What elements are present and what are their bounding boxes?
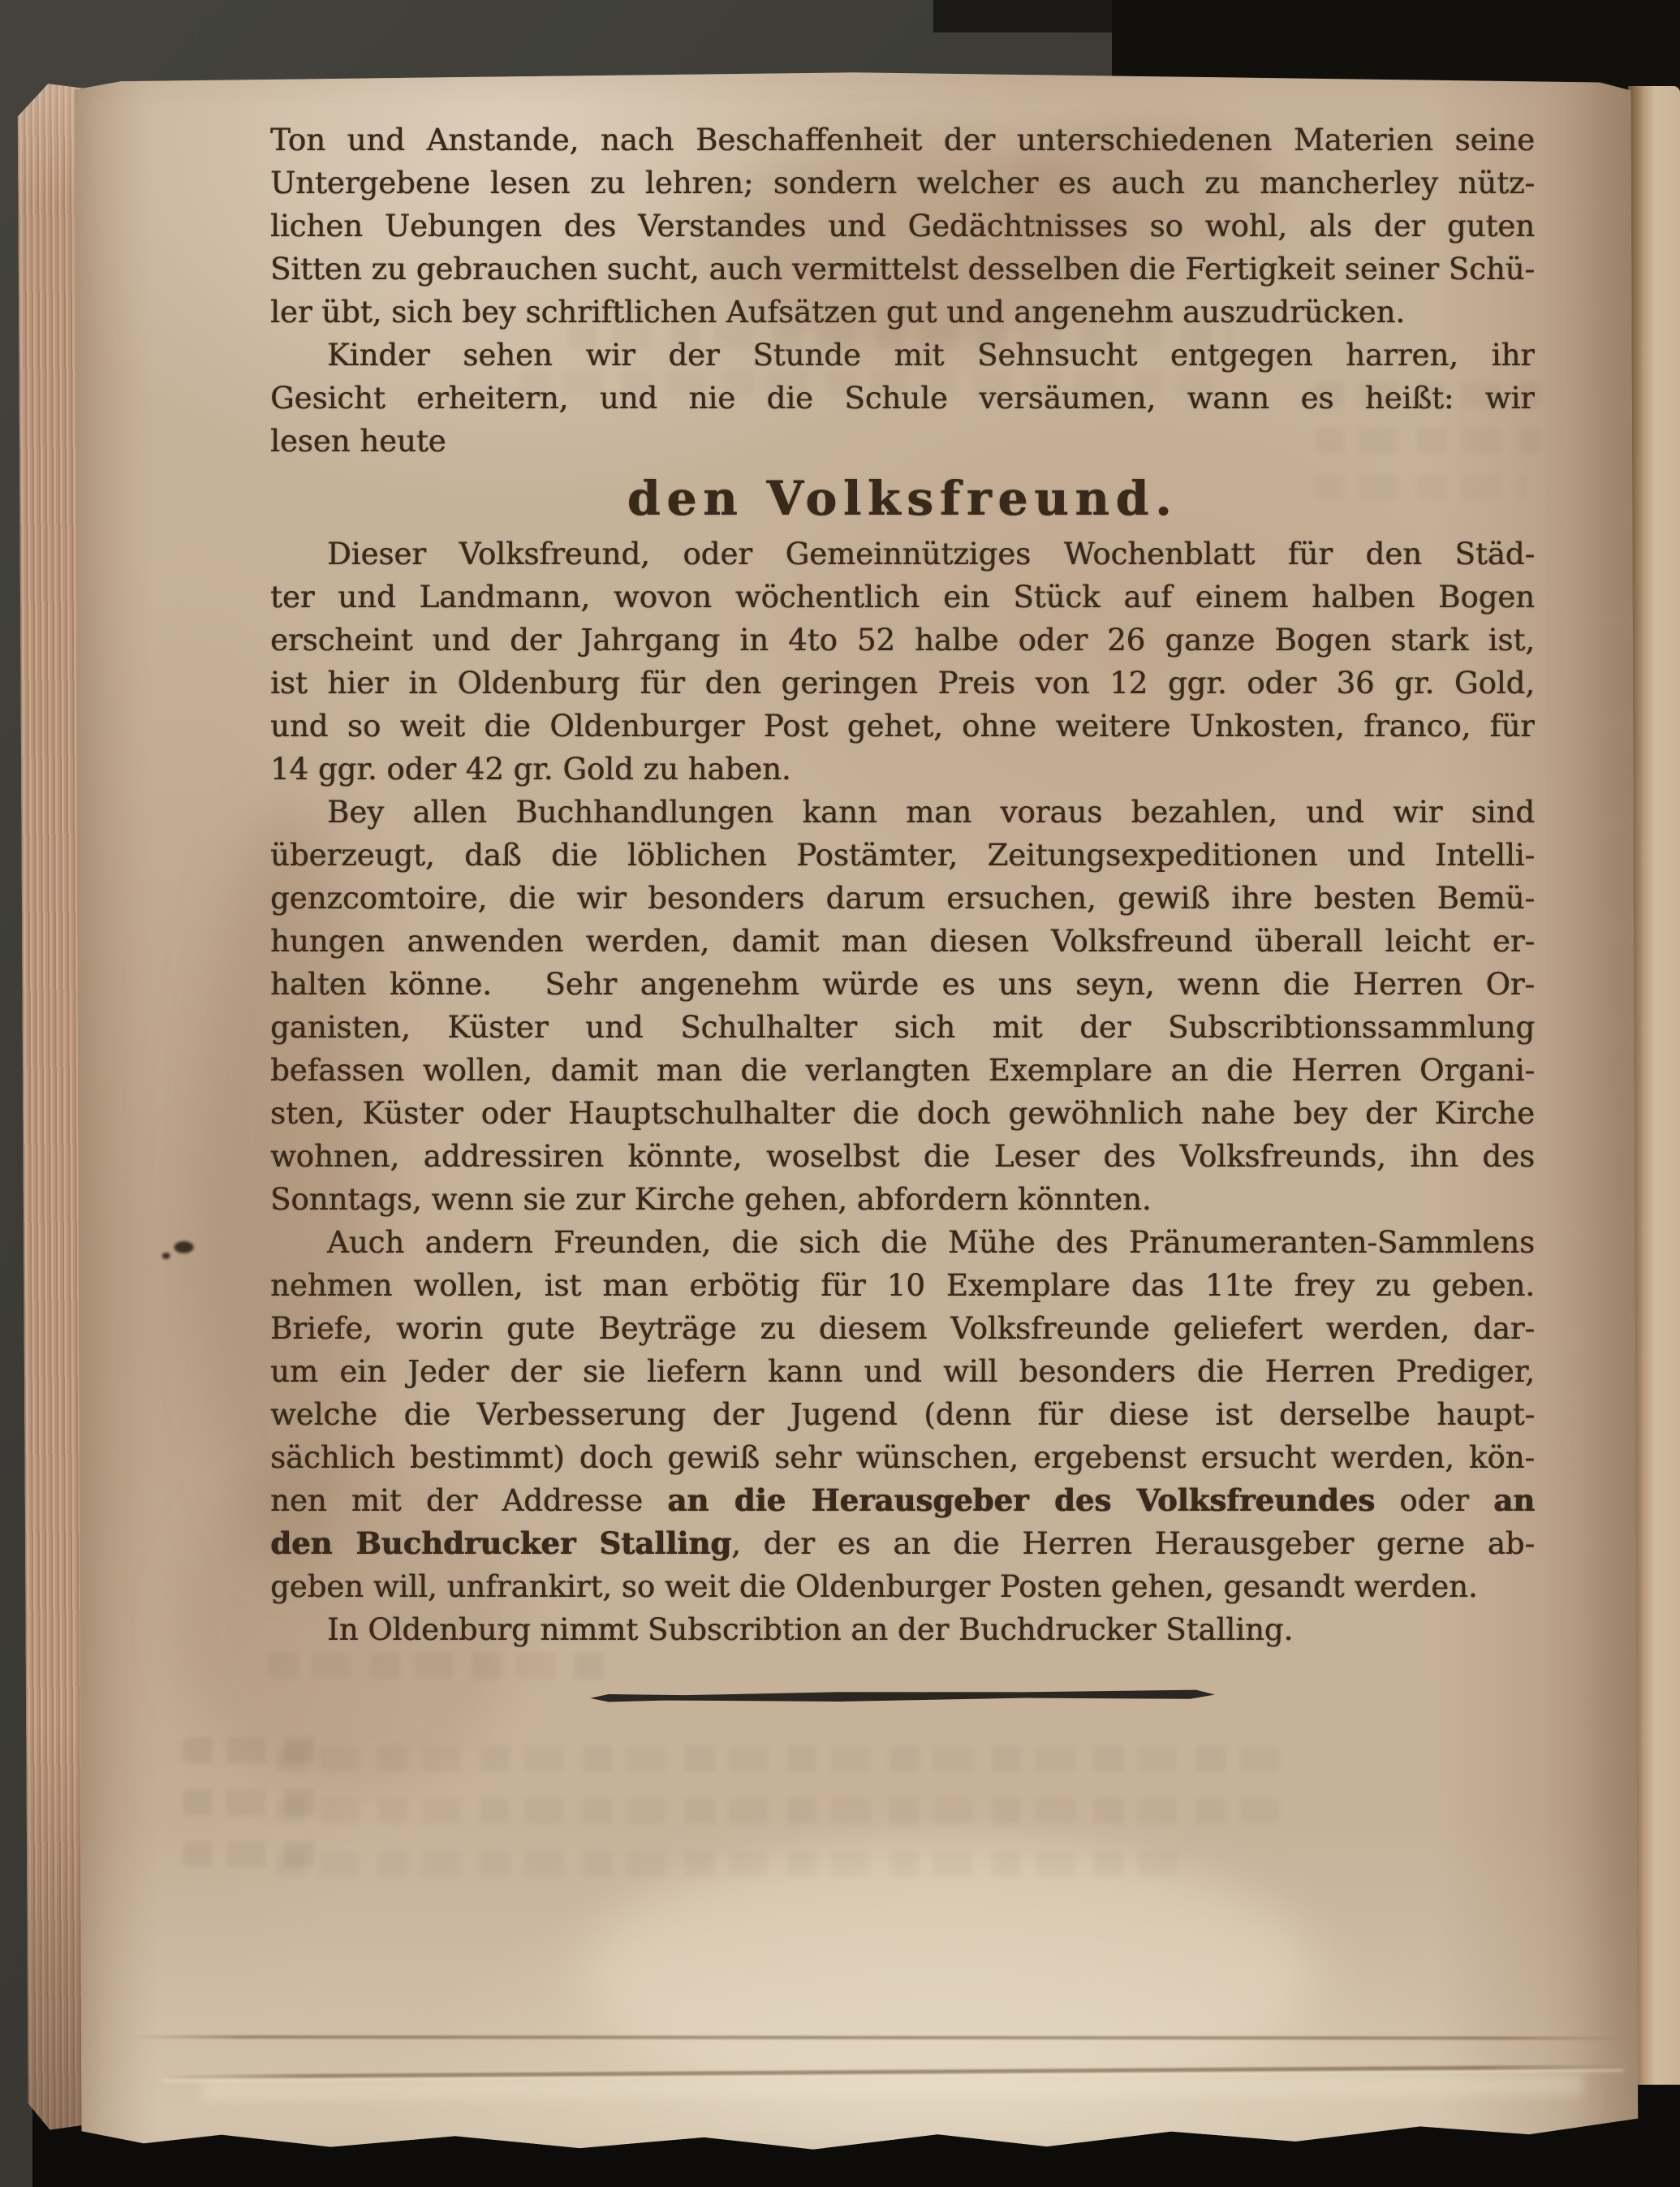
text-line: halten könne. Sehr angenehm würde es uns seyn, wenn die Herren Or- bbox=[270, 967, 1535, 1002]
bottom-crease-highlight bbox=[203, 2074, 1583, 2100]
text-line: Ton und Anstande, nach Beschaffenheit der unterschiedenen Materien seine bbox=[270, 123, 1535, 157]
text-line: erscheint und der Jahrgang in 4to 52 halbe oder 26 ganze Bogen stark ist, bbox=[270, 623, 1535, 658]
bold-text-segment: an die Herausgeber des Volksfreundes bbox=[667, 1482, 1376, 1518]
text-line: ler übt, sich bey schriftlichen Aufsätzen gut und angenehm auszudrücken. bbox=[270, 295, 1406, 330]
text-line: um ein Jeder der sie liefern kann und will besonders die Herren Prediger, bbox=[270, 1354, 1535, 1389]
ink-fleck bbox=[174, 1241, 194, 1253]
text-line: sten, Küster oder Hauptschulhalter die doch gewöhnlich nahe bey der Kirche bbox=[270, 1096, 1535, 1131]
bold-text-segment: an bbox=[1493, 1482, 1535, 1518]
text-line: Sitten zu gebrauchen sucht, auch vermittelst desselben die Fertigkeit seiner Schü- bbox=[270, 252, 1535, 287]
separator-rule bbox=[590, 1689, 1215, 1705]
ink-fleck bbox=[162, 1253, 170, 1259]
text-segment: nen mit der Addresse bbox=[270, 1483, 668, 1518]
text-line: Kinder sehen wir der Stunde mit Sehnsucht entgegen harren, ihr bbox=[327, 338, 1535, 373]
text-line: Auch andern Freunden, die sich die Mühe des Pränumeranten-Sammlens bbox=[327, 1225, 1535, 1260]
text-block bbox=[270, 119, 1535, 1702]
bleed-through-text bbox=[276, 1851, 1185, 1877]
text-line: Sonntags, wenn sie zur Kirche gehen, abfordern könnten. bbox=[270, 1182, 1152, 1217]
text-line: ist hier in Oldenburg für den geringen Preis von 12 ggr. oder 36 gr. Gold, bbox=[270, 666, 1535, 701]
text-segment: oder bbox=[1375, 1483, 1494, 1518]
text-line: ter und Landmann, wovon wöchentlich ein Stück auf einem halben Bogen bbox=[270, 580, 1535, 615]
text-line: genzcomtoire, die wir besonders darum ersuchen, gewiß ihre besten Bemü- bbox=[270, 881, 1535, 916]
bold-text-segment: den Buchdrucker Stalling bbox=[270, 1525, 732, 1561]
text-line bbox=[270, 1522, 1535, 1565]
text-line bbox=[270, 1479, 1535, 1522]
text-line: 14 ggr. oder 42 gr. Gold zu haben. bbox=[270, 752, 791, 787]
section-heading: den Volksfreund. bbox=[627, 471, 1178, 526]
text-line: Untergebene lesen zu lehren; sondern welcher es auch zu mancherley nütz- bbox=[270, 166, 1535, 201]
text-segment: , der es an die Herren Herausgeber gerne ab- bbox=[731, 1526, 1535, 1561]
text-line: wohnen, addressiren könnte, woselbst die Leser des Volksfreunds, ihn des bbox=[270, 1139, 1535, 1174]
text-line: ganisten, Küster und Schulhalter sich mit der Subscribtionssammlung bbox=[270, 1010, 1535, 1045]
bleed-through-text bbox=[276, 1798, 1282, 1824]
text-line: und so weit die Oldenburger Post gehet, ohne weitere Unkosten, franco, für bbox=[270, 709, 1535, 744]
text-line: Bey allen Buchhandlungen kann man voraus bezahlen, und wir sind bbox=[327, 795, 1535, 830]
text-line: geben will, unfrankirt, so weit die Oldenburger Posten gehen, gesandt werden. bbox=[270, 1569, 1478, 1604]
text-line: Dieser Volksfreund, oder Gemeinnütziges Wochenblatt für den Städ- bbox=[327, 537, 1535, 572]
text-line: lichen Uebungen des Verstandes und Gedächtnisses so wohl, als der guten bbox=[270, 209, 1535, 244]
bottom-crease bbox=[130, 2035, 1623, 2040]
text-line: welche die Verbesserung der Jugend (denn für diese ist derselbe haupt- bbox=[270, 1397, 1535, 1432]
text-line: Briefe, worin gute Beyträge zu diesem Volksfreunde geliefert werden, dar- bbox=[270, 1311, 1535, 1346]
text-line: Gesicht erheitern, und nie die Schule versäumen, wann es heißt: wir bbox=[270, 381, 1535, 416]
text-line: lesen heute bbox=[270, 424, 446, 459]
text-line: nehmen wollen, ist man erbötig für 10 Exemplare das 11te frey zu geben. bbox=[270, 1268, 1535, 1303]
text-line: sächlich bestimmt) doch gewiß sehr wünschen, ergebenst ersucht werden, kön- bbox=[270, 1440, 1535, 1475]
bleed-through-text bbox=[276, 1745, 1299, 1771]
text-line: In Oldenburg nimmt Subscribtion an der Buchdrucker Stalling. bbox=[327, 1612, 1294, 1647]
text-line: hungen anwenden werden, damit man diesen Volksfreund überall leicht er- bbox=[270, 924, 1535, 959]
text-line: überzeugt, daß die löblichen Postämter, Zeitungsexpeditionen und Intelli- bbox=[270, 838, 1535, 873]
text-line: befassen wollen, damit man die verlangten Exemplare an die Herren Organi- bbox=[270, 1053, 1535, 1088]
